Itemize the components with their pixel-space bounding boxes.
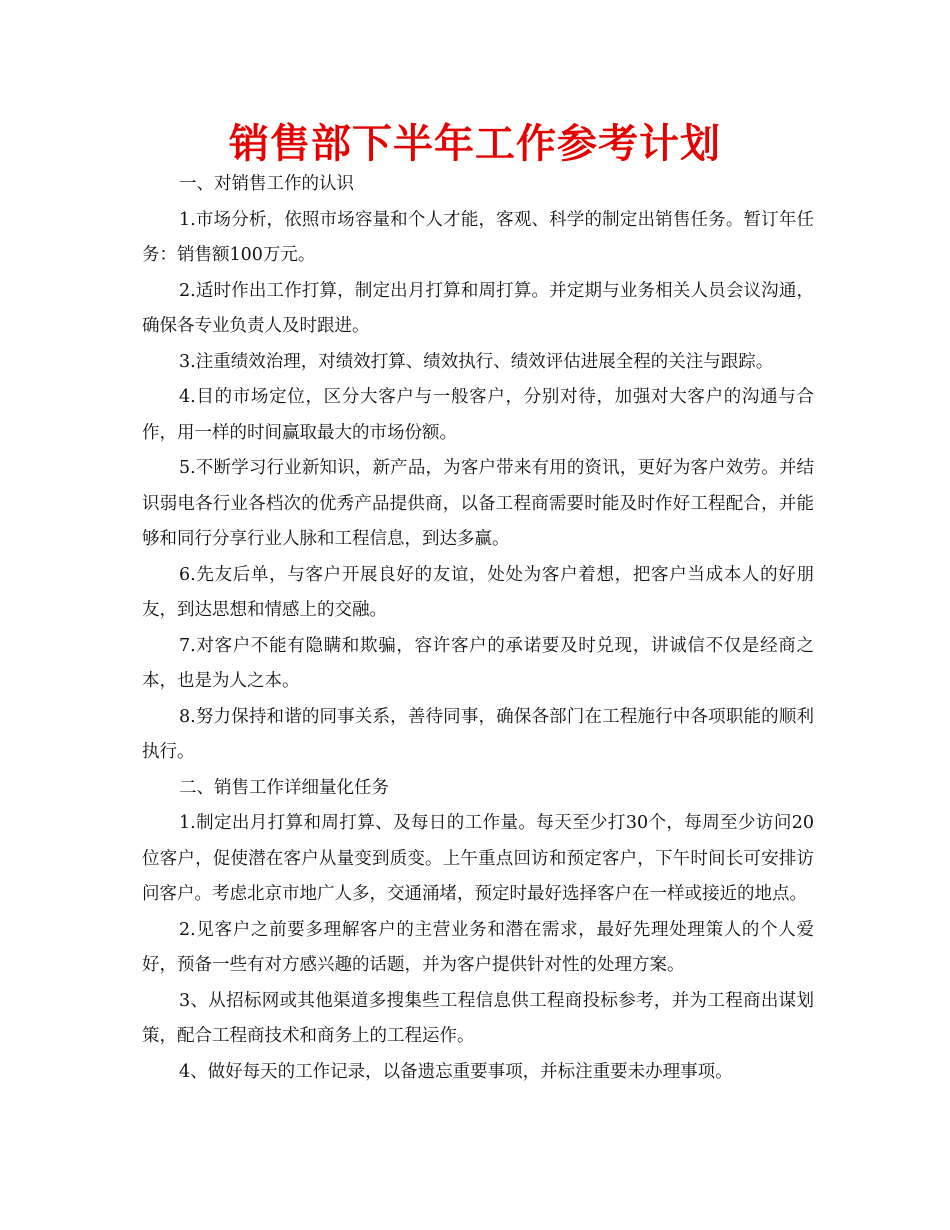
- paragraph-1-7: 7.对客户不能有隐瞒和欺骗，容许客户的承诺要及时兑现，讲诚信不仅是经商之本，也是为人之本。: [142, 635, 814, 691]
- paragraph-1-2: 2.适时作出工作打算，制定出月打算和周打算。并定期与业务相关人员会议沟通，确保各专业负责人及时跟进。: [142, 280, 814, 336]
- paragraph-1-3: 3.注重绩效治理，对绩效打算、绩效执行、绩效评估进展全程的关注与跟踪。: [179, 351, 774, 372]
- paragraph-1-5: 5.不断学习行业新知识，新产品，为客户带来有用的资讯，更好为客户效劳。并结识弱电各行业各档次的优秀产品提供商，以备工程商需要时能及时作好工程配合，并能够和同行分享行业人脉和工程信息，到达多赢。: [142, 458, 814, 549]
- paragraph-2-4: 4、做好每天的工作记录，以备遗忘重要事项，并标注重要未办理事项。: [179, 1061, 733, 1082]
- section-heading-1: 一、对销售工作的认识: [179, 174, 354, 194]
- paragraph-1-6: 6.先友后单，与客户开展良好的友谊，处处为客户着想，把客户当成本人的好朋友，到达思想和情感上的交融。: [142, 564, 814, 620]
- document-body: [142, 167, 814, 1090]
- paragraph-2-3: 3、从招标网或其他渠道多搜集些工程信息供工程商投标参考，并为工程商出谋划策，配合工程商技术和商务上的工程运作。: [142, 990, 814, 1046]
- document-title: 销售部下半年工作参考计划: [229, 121, 721, 167]
- paragraph-2-1: 1.制定出月打算和周打算、及每日的工作量。每天至少打30个，每周至少访问20位客户，促使潜在客户从量变到质变。上午重点回访和预定客户，下午时间长可安排访问客户。考虑北京市地广人多，交通涌堵，预定时最好选择客户在一样或接近的地点。: [142, 813, 814, 904]
- paragraph-1-8: 8.努力保持和谐的同事关系，善待同事，确保各部门在工程施行中各项职能的顺利执行。: [142, 706, 814, 762]
- section-heading-2: 二、销售工作详细量化任务: [179, 777, 389, 798]
- paragraph-1-4: 4.目的市场定位，区分大客户与一般客户，分别对待，加强对大客户的沟通与合作，用一样的时间赢取最大的市场份额。: [142, 387, 814, 443]
- paragraph-1-1: 1.市场分析，依照市场容量和个人才能，客观、科学的制定出销售任务。暂订年任务：销售额100万元。: [142, 209, 814, 265]
- paragraph-2-2: 2.见客户之前要多理解客户的主营业务和潜在需求，最好先理处理策人的个人爱好，预备一些有对方感兴趣的话题，并为客户提供针对性的处理方案。: [142, 919, 814, 975]
